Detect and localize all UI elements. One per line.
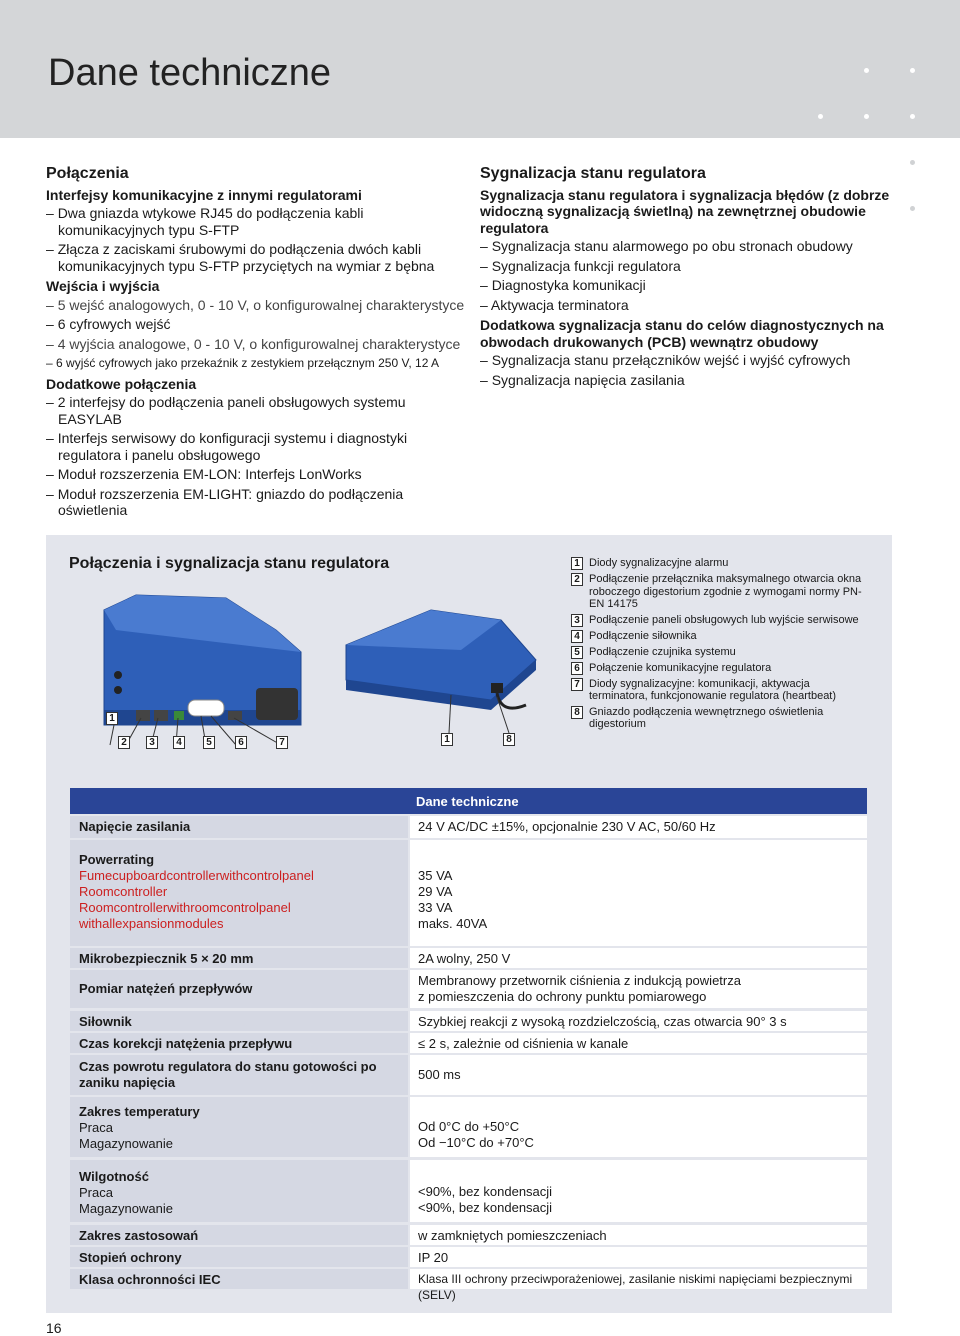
table-row: Zakres zastosowań w zamkniętych pomieszczeniach bbox=[70, 1225, 867, 1245]
table-row: Powerrating Fumecupboardcontrollerwithcontrolpanel Roomcontroller Roomcontrollerwithroomcontrolpanel withallexpansionmodules 35 VA 29 VA 33 VA maks. 40VA bbox=[70, 840, 867, 946]
table-header: Dane techniczne bbox=[70, 788, 867, 814]
table-row: Klasa ochronności IEC Klasa III ochrony przeciwporażeniowej, zasilanie niskimi napięciami bezpiecznymi (SELV) bbox=[70, 1269, 867, 1289]
callout-4: 4 bbox=[173, 736, 185, 749]
legend-item: 4 Podłączenie siłownika bbox=[571, 630, 871, 643]
decor-dot bbox=[910, 206, 915, 211]
section-title: Dodatkowa sygnalizacja stanu do celów diagnostycznych na obwodach drukowanych (PCB) wewnątrz obudowy bbox=[480, 317, 884, 350]
list-item: – Sygnalizacja napięcia zasilania bbox=[480, 372, 890, 389]
section-title: Sygnalizacja stanu regulatora i sygnalizacja błędów (z dobrze widoczną sygnalizacją świetlną) na zewnętrznej obudowie regulatora bbox=[480, 186, 890, 236]
list-item: – 4 wyjścia analogowe, 0 - 10 V, o konfigurowalnej charakterystyce bbox=[46, 336, 466, 353]
list-item: – Interfejs serwisowy do konfiguracji systemu i diagnostyki regulatora i panelu obsługowego bbox=[46, 430, 466, 463]
table-row: Napięcie zasilania 24 V AC/DC ±15%, opcjonalnie 230 V AC, 50/60 Hz bbox=[70, 816, 867, 838]
bullet-list bbox=[46, 297, 466, 372]
table-row: Pomiar natężeń przepływów Membranowy przetwornik ciśnienia z indukcją powietrza z pomieszczenia do ochrony punktu pomiarowego bbox=[70, 970, 867, 1008]
decor-dot bbox=[910, 160, 915, 165]
list-item: – Diagnostyka komunikacji bbox=[480, 277, 890, 294]
list-item: – 5 wejść analogowych, 0 - 10 V, o konfigurowalnej charakterystyce bbox=[46, 297, 466, 314]
legend-item: 1 Diody sygnalizacyjne alarmu bbox=[571, 557, 871, 570]
controller-rear-image bbox=[341, 605, 541, 735]
table-row: Stopień ochrony IP 20 bbox=[70, 1247, 867, 1267]
bullet-list bbox=[46, 394, 466, 519]
callout-7: 7 bbox=[276, 736, 288, 749]
controller-front-image bbox=[96, 590, 316, 750]
connections-heading: Połączenia bbox=[46, 165, 129, 182]
list-item: – Sygnalizacja stanu przełączników wejść i wyjść cyfrowych bbox=[480, 352, 890, 369]
list-item: – Aktywacja terminatora bbox=[480, 297, 890, 314]
legend-item: 6 Połączenie komunikacyjne regulatora bbox=[571, 662, 871, 675]
page-title: Dane techniczne bbox=[48, 52, 332, 94]
callout-1-rear: 1 bbox=[441, 733, 453, 746]
callout-1: 1 bbox=[106, 712, 118, 725]
table-row: Zakres temperatury Praca Magazynowanie Od 0°C do +50°C Od −10°C do +70°C bbox=[70, 1097, 867, 1157]
legend-item: 8 Gniazdo podłączenia wewnętrznego oświetlenia digestorium bbox=[571, 706, 871, 731]
page-header bbox=[0, 0, 960, 138]
list-item: – Moduł rozszerzenia EM-LON: Interfejs LonWorks bbox=[46, 466, 466, 483]
table-row: Mikrobezpiecznik 5 × 20 mm 2A wolny, 250 V bbox=[70, 948, 867, 968]
table-row: Czas powrotu regulatora do stanu gotowości po zaniku napięcia 500 ms bbox=[70, 1055, 867, 1095]
list-item: – Sygnalizacja funkcji regulatora bbox=[480, 258, 890, 275]
bullet-list bbox=[480, 352, 890, 388]
decor-dot bbox=[864, 114, 869, 119]
page-number: 16 bbox=[46, 1320, 62, 1336]
decor-dot bbox=[910, 114, 915, 119]
callout-5: 5 bbox=[203, 736, 215, 749]
list-item: – Złącza z zaciskami śrubowymi do podłączenia dwóch kabli komunikacyjnych typu S-FTP przyciętych na wymiar z bębna bbox=[46, 241, 466, 274]
decor-dot bbox=[818, 114, 823, 119]
callout-3: 3 bbox=[146, 736, 158, 749]
callout-8: 8 bbox=[503, 733, 515, 746]
legend-item: 5 Podłączenie czujnika systemu bbox=[571, 646, 871, 659]
panel-title: Połączenia i sygnalizacja stanu regulatora bbox=[69, 555, 390, 572]
list-item: – 2 interfejsy do podłączenia paneli obsługowych systemu EASYLAB bbox=[46, 394, 466, 427]
decor-dot bbox=[864, 68, 869, 73]
list-item: – Moduł rozszerzenia EM-LIGHT: gniazdo do podłączenia oświetlenia bbox=[46, 486, 466, 519]
section-title: Interfejsy komunikacyjne z innymi regulatorami bbox=[46, 186, 362, 203]
callout-6: 6 bbox=[235, 736, 247, 749]
list-item: – 6 wyjść cyfrowych jako przekaźnik z zestykiem przełącznym 250 V, 12 A bbox=[46, 355, 466, 372]
callout-2: 2 bbox=[118, 736, 130, 749]
table-row: Siłownik Szybkiej reakcji z wysoką rozdzielczością, czas otwarcia 90° 3 s bbox=[70, 1011, 867, 1031]
table-row: Wilgotność Praca Magazynowanie <90%, bez kondensacji <90%, bez kondensacji bbox=[70, 1160, 867, 1222]
list-item: – Dwa gniazda wtykowe RJ45 do podłączenia kabli komunikacyjnych typu S-FTP bbox=[46, 205, 466, 238]
bullet-list bbox=[46, 205, 466, 274]
section-title: Dodatkowe połączenia bbox=[46, 375, 197, 392]
legend-item: 2 Podłączenie przełącznika maksymalnego otwarcia okna roboczego digestorium zgodnie z wymogami normy PN-EN 14175 bbox=[571, 573, 871, 611]
list-item: – 6 cyfrowych wejść bbox=[46, 316, 466, 333]
decor-dot bbox=[910, 68, 915, 73]
legend bbox=[571, 557, 871, 734]
signaling-column bbox=[480, 166, 890, 391]
legend-item: 7 Diody sygnalizacyjne: komunikacji, aktywacja terminatora, funkcjonowanie regulatora (heartbeat) bbox=[571, 678, 871, 703]
legend-item: 3 Podłączenie paneli obsługowych lub wyjście serwisowe bbox=[571, 614, 871, 627]
table-row: Czas korekcji natężenia przepływu ≤ 2 s, zależnie od ciśnienia w kanale bbox=[70, 1033, 867, 1053]
section-title: Wejścia i wyjścia bbox=[46, 278, 160, 294]
list-item: – Sygnalizacja stanu alarmowego po obu stronach obudowy bbox=[480, 238, 890, 255]
signaling-heading: Sygnalizacja stanu regulatora bbox=[480, 165, 706, 182]
bullet-list bbox=[480, 238, 890, 313]
connections-column bbox=[46, 166, 466, 522]
